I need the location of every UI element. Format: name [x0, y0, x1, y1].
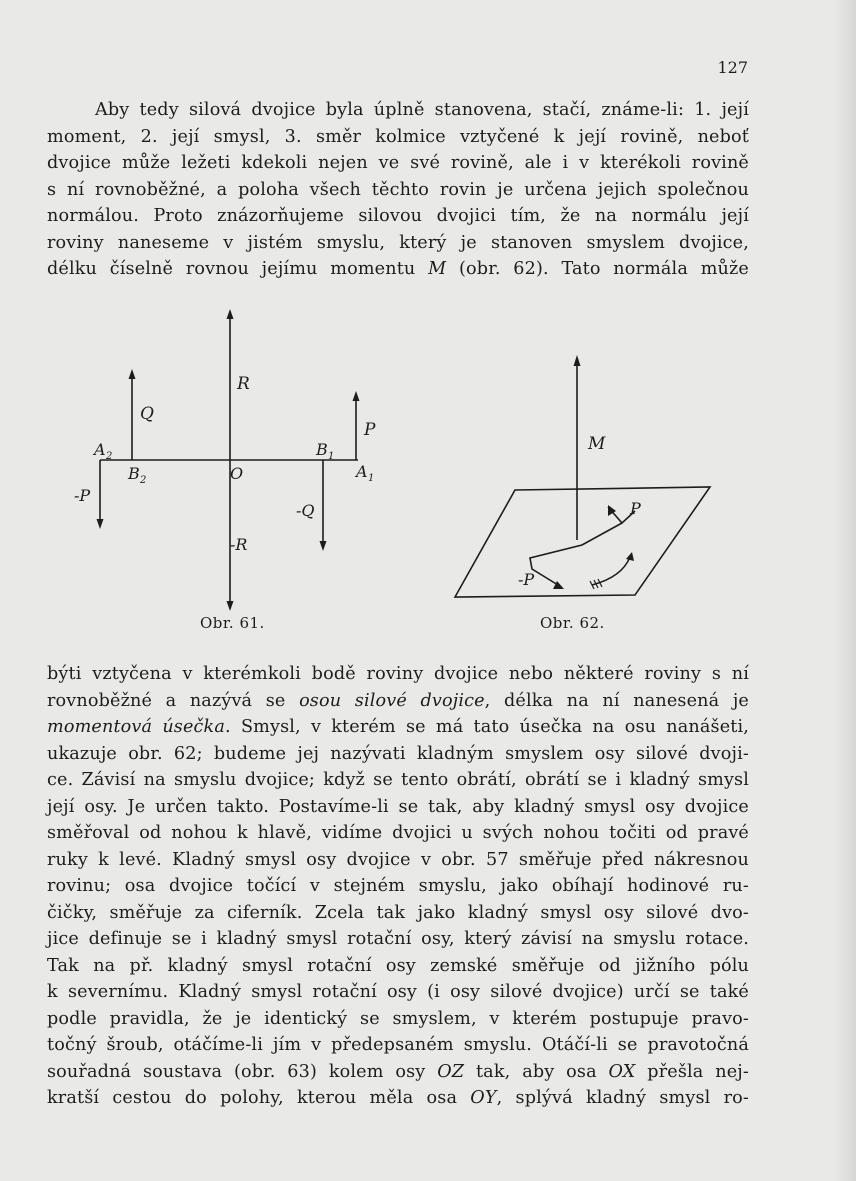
text-line: Tak na př. kladný smysl rotační osy zemské směřuje od jižního pólu [47, 955, 749, 976]
text-line: býti vztyčena v kterémkoli bodě roviny dvojice nebo některé roviny s ní [47, 664, 749, 684]
text-line: normálou. Proto znázorňujeme silovou dvojici tím, že na normálu její [47, 206, 749, 226]
text-line: s ní rovnoběžné, a poloha všech těchto rovin je určena jejich společnou [47, 179, 749, 200]
text-fragment: rovnoběžné a nazývá se [47, 690, 300, 711]
plane-parallelogram [455, 487, 710, 597]
text-fragment: kratší cestou do polohy, kterou měla osa [47, 1088, 471, 1108]
arrowhead-minus-P [97, 519, 104, 529]
text-fragment: délku číselně rovnou jejímu momentu [47, 259, 429, 279]
figure-61 [70, 305, 400, 625]
text-line: ce. Závisí na smyslu dvojice; když se tento obrátí, obrátí se i kladný smysl [47, 770, 749, 790]
label-B2: B [128, 464, 140, 483]
figure-61-diagram [70, 305, 400, 625]
figure-62-diagram [440, 345, 730, 615]
rotation-arc [592, 557, 630, 585]
text-fragment: (obr. 62). Tato normála může [446, 259, 749, 279]
symbol-OX: OX [608, 1061, 636, 1082]
label-B1-sub: 1 [328, 451, 335, 462]
text-line [47, 714, 749, 741]
label-minus-R: -R [230, 535, 248, 554]
symbol-OZ: OZ [437, 1061, 465, 1082]
paragraph-bottom [47, 661, 749, 1112]
text-line: moment, 2. její smysl, 3. směr kolmice vztyčené k její rovině, neboť [47, 126, 749, 147]
label-minus-P: -P [74, 486, 91, 505]
label-Q: Q [140, 404, 154, 424]
text-line: dvojice může ležeti kdekoli nejen ve své rovině, ale i v kterékoli rovině [47, 153, 749, 173]
term-osa-silove-dvojice: osou silové dvojice [299, 690, 485, 711]
arrowhead-P [353, 391, 360, 401]
text-line: Aby tedy silová dvojice byla úplně stanovena, stačí, známe-li: 1. její [95, 100, 749, 120]
label-minus-P: -P [518, 570, 535, 589]
label-O: O [230, 464, 244, 483]
label-P: P [630, 499, 641, 518]
page-number: 127 [717, 58, 748, 77]
label-P: P [364, 420, 376, 440]
text-line: ukazuje obr. 62; budeme jej nazývati kladným smyslem osy silové dvoji- [47, 743, 749, 764]
text-fragment: přešla nej- [635, 1061, 749, 1082]
force-couple-path [530, 523, 622, 585]
text-fragment: , splývá kladný smysl ro- [496, 1088, 749, 1108]
text-line: k severnímu. Kladný smysl rotační osy (i osy silové dvojice) určí se také [47, 982, 749, 1002]
label-minus-Q: -Q [296, 501, 315, 520]
caption-62: Obr. 62. [540, 614, 605, 632]
arrowhead-Q [129, 369, 136, 379]
text-line: rovinu; osa dvojice točící v stejném smyslu, jako obíhají hodinové ru- [47, 876, 749, 896]
text-fragment: souřadná soustava (obr. 63) kolem osy [47, 1061, 438, 1082]
label-A1-sub: 1 [368, 473, 375, 484]
symbol-OY: OY [470, 1088, 497, 1108]
label-R: R [237, 374, 250, 394]
arrowhead-minus-Q [320, 541, 327, 551]
text-fragment: . Smysl, v kterém se má tato úsečka na osu nanášeti, [225, 717, 750, 737]
text-line [47, 1085, 749, 1112]
text-line: její osy. Je určen takto. Postavíme-li se tak, aby kladný smysl osy dvojice [47, 796, 749, 817]
text-line [47, 256, 749, 283]
label-A1: A [356, 462, 368, 481]
text-line: jice definuje se i kladný smysl rotační osy, který závisí na smyslu rotace. [47, 929, 749, 949]
label-A2: A [94, 440, 106, 459]
text-line: ruky k levé. Kladný smysl osy dvojice v obr. 57 směřuje před nákresnou [47, 849, 749, 870]
label-B1: B [316, 440, 328, 459]
label-M: M [588, 434, 606, 454]
arrowhead-M [574, 355, 581, 366]
text-line: čičky, směřuje za ciferník. Zcela tak jako kladný smysl osy silové dvo- [47, 902, 749, 923]
text-fragment: tak, aby osa [464, 1061, 609, 1082]
text-line: točný šroub, otáčíme-li jím v předepsaném smyslu. Otáčí-li se pravotočná [47, 1035, 749, 1055]
text-line [47, 1059, 749, 1086]
text-line: směřoval od nohou k hlavě, vidíme dvojici u svých nohou točiti od pravé [47, 823, 749, 843]
text-line [47, 688, 749, 715]
text-fragment: , délka na ní nanesená je [484, 690, 749, 711]
caption-61: Obr. 61. [200, 614, 265, 632]
paragraph-top [47, 97, 749, 283]
figure-62 [440, 345, 730, 615]
arrowhead-minus-R [227, 601, 234, 611]
arrowhead-rotation [626, 552, 634, 561]
label-B2-sub: 2 [140, 475, 147, 486]
label-A2-sub: 2 [106, 451, 113, 462]
page-edge-shadow [834, 0, 856, 1181]
term-momentova-usecka: momentová úsečka [47, 717, 226, 737]
arrowhead-R [227, 309, 234, 319]
text-line: roviny naneseme v jistém smyslu, který je stanoven smyslem dvojice, [47, 232, 749, 253]
symbol-M: M [428, 259, 447, 279]
text-line: podle pravidla, že je identický se smyslem, v kterém postupuje pravo- [47, 1008, 749, 1029]
rotation-hatch [590, 579, 602, 589]
